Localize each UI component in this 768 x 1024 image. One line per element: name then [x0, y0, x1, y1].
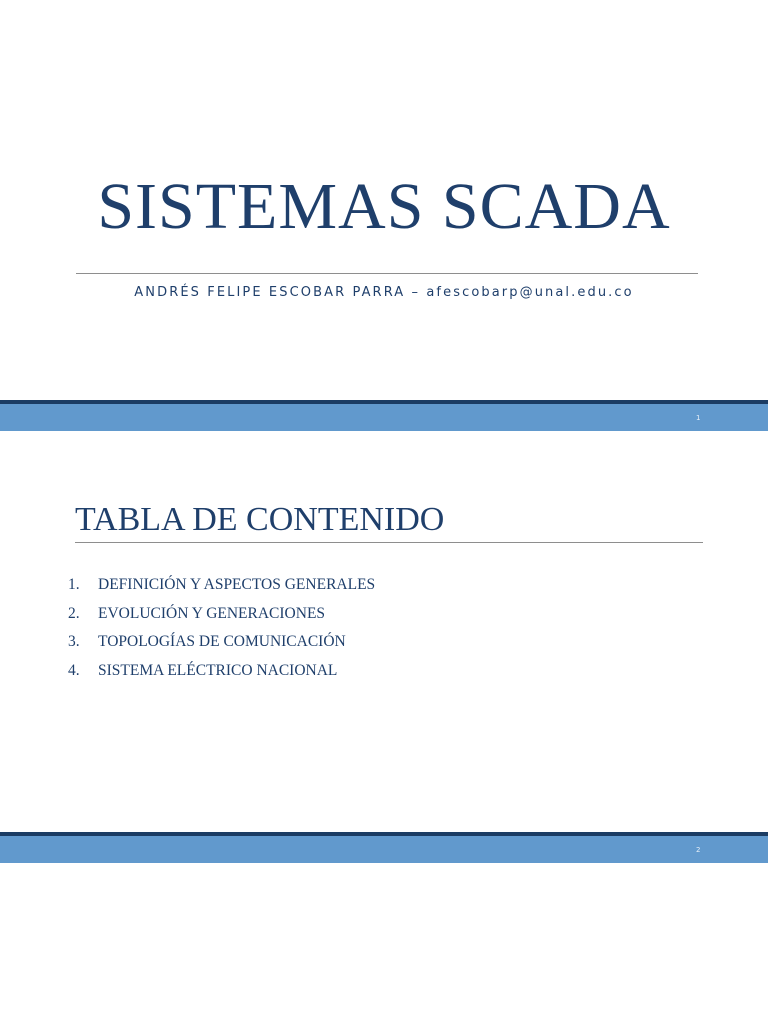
- slide-1-page-number: 1: [696, 414, 701, 422]
- toc-item-label: DEFINICIÓN Y ASPECTOS GENERALES: [98, 576, 376, 593]
- presentation-title: SISTEMAS SCADA: [97, 170, 671, 243]
- slide-2-footer-band: [0, 836, 768, 863]
- toc-item-number: 2.: [68, 604, 80, 622]
- toc-item: [68, 633, 375, 662]
- toc-title-divider: [75, 542, 703, 543]
- toc-item: [68, 662, 375, 691]
- toc-item-number: 3.: [68, 633, 80, 651]
- title-divider: [76, 273, 698, 274]
- toc-item-number: 4.: [68, 662, 80, 680]
- slide-2-page-number: 2: [696, 846, 701, 854]
- slide-1-footer-band: [0, 404, 768, 431]
- title-slide: [0, 0, 768, 432]
- toc-item: [68, 605, 375, 634]
- toc-item-number: 1.: [68, 576, 80, 593]
- toc-item-label: SISTEMA ELÉCTRICO NACIONAL: [98, 662, 338, 680]
- toc-item-label: EVOLUCIÓN Y GENERACIONES: [98, 604, 326, 622]
- toc-item-label: TOPOLOGÍAS DE COMUNICACIÓN: [98, 633, 346, 651]
- toc-title: TABLA DE CONTENIDO: [75, 501, 445, 538]
- toc-list: [68, 576, 375, 691]
- author-subtitle: ANDRÉS FELIPE ESCOBAR PARRA – afescobarp@unal.edu.co: [134, 285, 634, 300]
- toc-item: [68, 576, 375, 605]
